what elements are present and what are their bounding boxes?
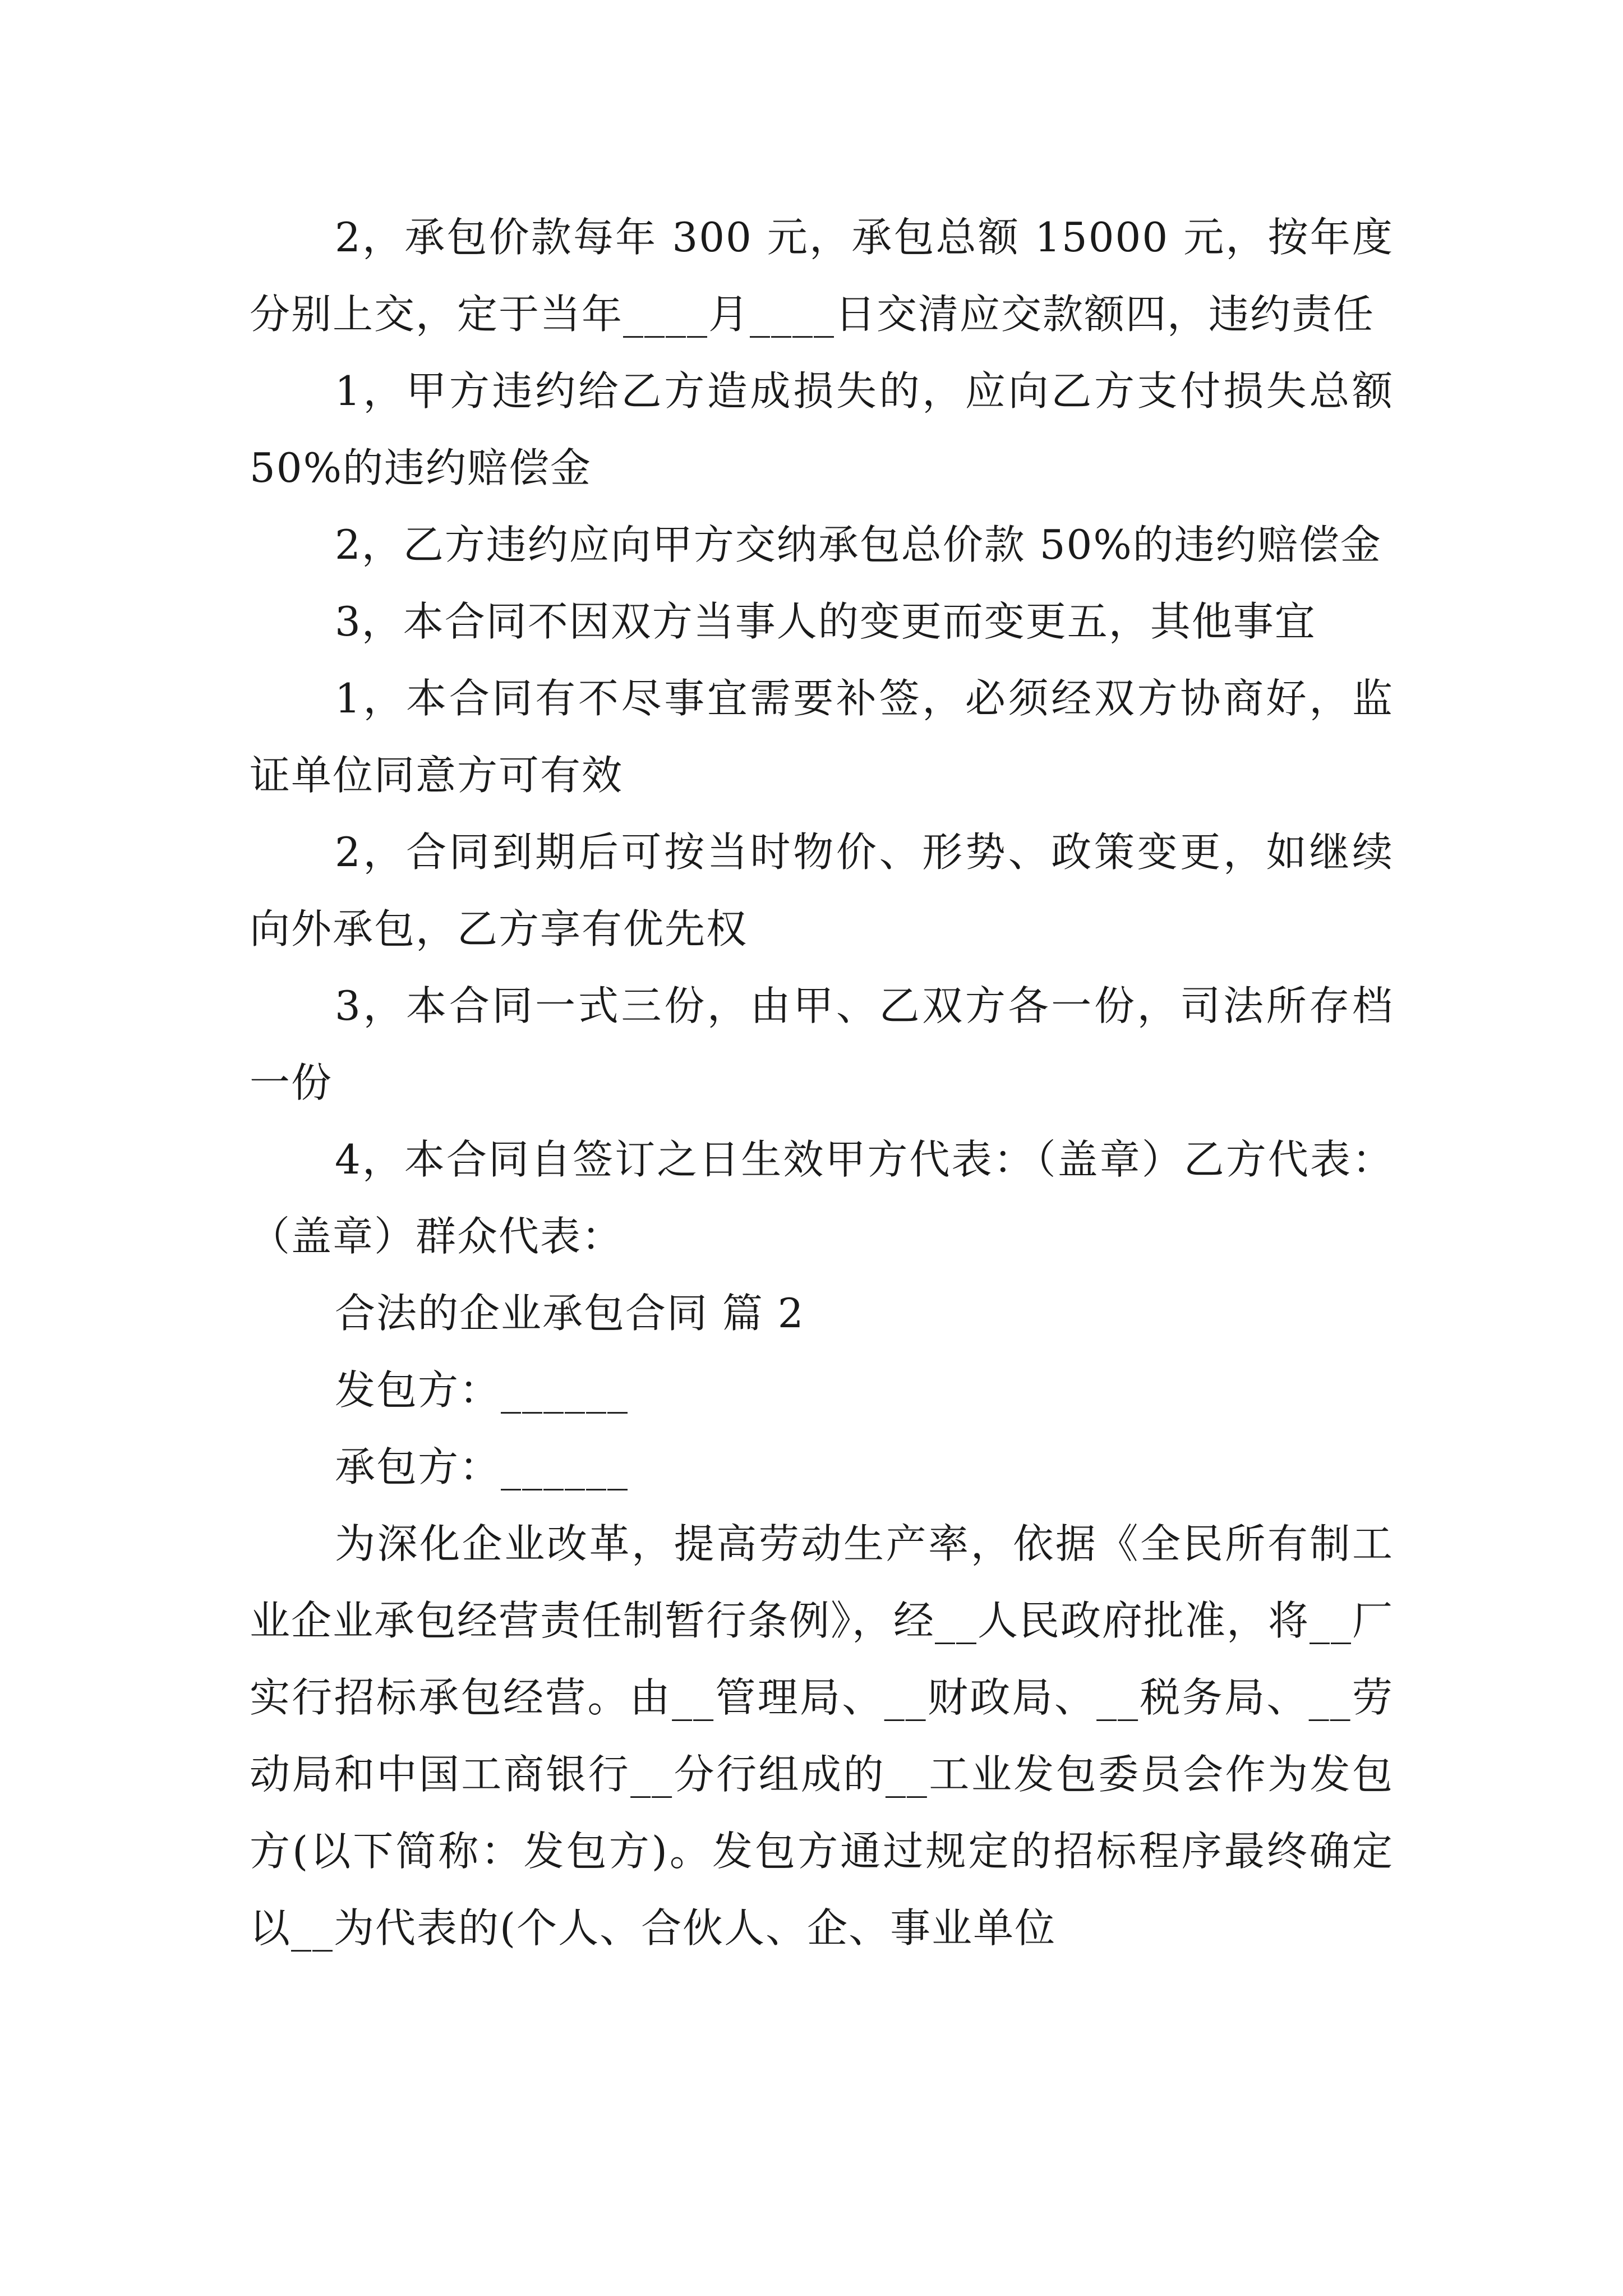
paragraph-supplement: 1，本合同有不尽事宜需要补签，必须经双方协商好，监证单位同意方可有效 — [250, 675, 1394, 799]
section-heading-2: 合法的企业承包合同 篇 2 — [335, 1290, 805, 1337]
paragraph-preamble: 为深化企业改革，提高劳动生产率，依据《全民所有制工业企业承包经营责任制暂行条例》，经__人民政府批准，将__厂实行招标承包经营。由__管理局、__财政局、__税务局、__劳动局和中国工商银行__分行组成的__工业发包委员会作为发包方(以下简称：发包方)。发包方通过规定的招标程序最终确定以__为代表的(个人、合伙人、企、事业单位 — [250, 1520, 1394, 1952]
field-contractor: 承包方：______ — [335, 1443, 629, 1490]
document-body — [250, 199, 1394, 1967]
paragraph-payment-terms: 2，承包价款每年 300 元，承包总额 15000 元，按年度分别上交，定于当年____月____日交清应交款额四，违约责任 — [250, 214, 1394, 338]
paragraph-copies: 3，本合同一式三份，由甲、乙双方各一份，司法所存档一份 — [250, 982, 1394, 1106]
paragraph-priority-right: 2，合同到期后可按当时物价、形势、政策变更，如继续向外承包，乙方享有优先权 — [250, 829, 1394, 953]
field-contractor-issuer: 发包方：______ — [335, 1366, 629, 1414]
paragraph-party-change: 3，本合同不因双方当事人的变更而变更五，其他事宜 — [335, 598, 1316, 645]
paragraph-signatures: 4，本合同自签订之日生效甲方代表：（盖章）乙方代表：（盖章）群众代表： — [250, 1136, 1394, 1260]
paragraph-party-b-breach: 2，乙方违约应向甲方交纳承包总价款 50%的违约赔偿金 — [335, 521, 1382, 568]
paragraph-party-a-breach: 1，甲方违约给乙方造成损失的，应向乙方支付损失总额 50%的违约赔偿金 — [250, 367, 1394, 491]
